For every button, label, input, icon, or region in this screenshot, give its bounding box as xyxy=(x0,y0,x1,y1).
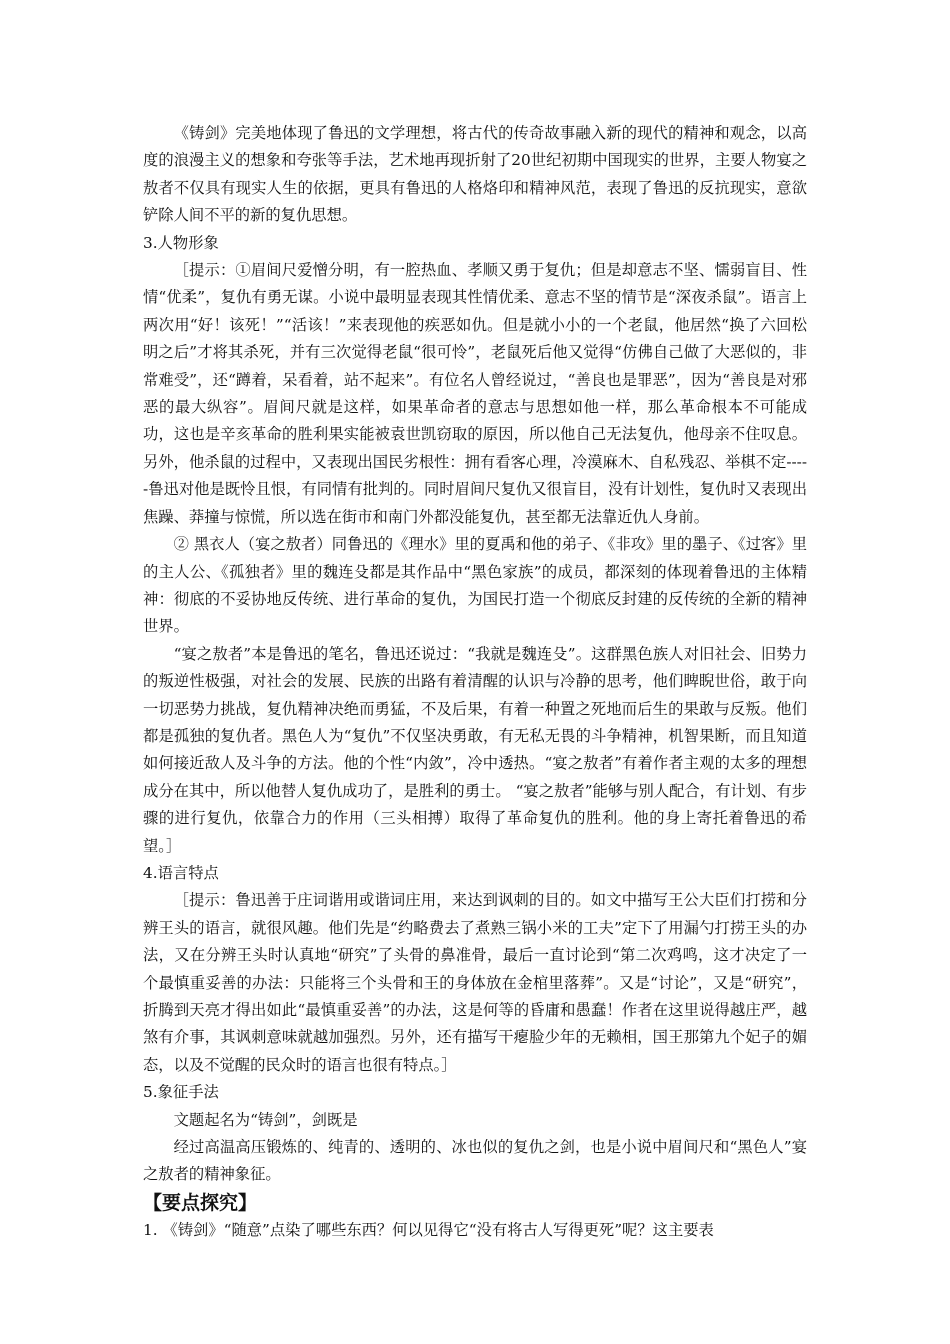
question-1: 1. 《铸剑》“随意”点染了哪些东西？何以见得它“没有将古人写得更死”呢？这主要表 xyxy=(143,1220,714,1239)
heading-character: 3.人物形象 xyxy=(143,233,219,252)
section-title-key-points: 【要点探究】 xyxy=(143,1191,258,1214)
paragraph-intro: 《铸剑》完美地体现了鲁迅的文学理想，将古代的传奇故事融入新的现代的精神和观念，以高度的浪漫主义的想象和夸张等手法，艺术地再现折射了20世纪初期中国现实的世界，主要人物宴之敖者不仅具有现实人生的依据，更具有鲁迅的人格烙印和精神风范，表现了鲁迅的反抗现实，意欲铲除人间不平的新的复仇思想。 xyxy=(143,124,807,225)
paragraph-symbolism-2: 经过高温高压锻炼的、纯青的、透明的、冰也似的复仇之剑，也是小说中眉间尺和“黑色人”宴之敖者的精神象征。 xyxy=(143,1138,807,1184)
paragraph-heiyiren: ② 黑衣人（宴之敖者）同鲁迅的《理水》里的夏禹和他的弟子、《非攻》里的墨子、《过客》里的主人公、《孤独者》里的魏连殳都是其作品中“黑色家族”的成员，都深刻的体现着鲁迅的主体精神：彻底的不妥协地反传统、进行革命的复仇，为国民打造一个彻底反封建的反传统的全新的精神世界。 xyxy=(143,535,807,636)
paragraph-yanzhiaozhe: “宴之敖者”本是鲁迅的笔名，鲁迅还说过：“我就是魏连殳”。这群黑色族人对旧社会、旧势力的叛逆性极强，对社会的发展、民族的出路有着清醒的认识与冷静的思考，他们睥睨世俗，敢于向一切恶势力挑战，复仇精神决绝而勇猛，不及后果，有着一种置之死地而后生的果敢与反叛。他们都是孤独的复仇者。黑色人为“复仇”不仅坚决勇敢，有无私无畏的斗争精神，机智果断，而且知道如何接近敌人及斗争的方法。他的个性“内敛”，冷中透热。“宴之敖者”有着作者主观的太多的理想成分在其中，所以他替人复仇成功了，是胜利的勇士。 “宴之敖者”能够与别人配合，有计划、有步骤的进行复仇，依靠合力的作用（三头相搏）取得了革命复仇的胜利。他的身上寄托着鲁迅的希望。］ xyxy=(143,644,807,855)
heading-symbolism: 5.象征手法 xyxy=(143,1083,219,1102)
document-body xyxy=(143,120,807,1244)
paragraph-meijianchi: ［提示：①眉间尺爱憎分明，有一腔热血、孝顺又勇于复仇；但是却意志不坚、懦弱盲目、性情“优柔”，复仇有勇无谋。小说中最明显表现其性情优柔、意志不坚的情节是“深夜杀鼠”。语言上两次用“好！该死！”“活该！”来表现他的疾恶如仇。但是就小小的一个老鼠，他居然“换了六回松明之后”才将其杀死，并有三次觉得老鼠“很可怜”，老鼠死后他又觉得“仿佛自己做了大恶似的，非常难受”，还“蹲着，呆看着，站不起来”。有位名人曾经说过，“善良也是罪恶”，因为“善良是对邪恶的最大纵容”。眉间尺就是这样，如果革命者的意志与思想如他一样，那么革命根本不可能成功，这也是辛亥革命的胜利果实能被袁世凯窃取的原因，所以他自己无法复仇，他母亲不住叹息。另外，他杀鼠的过程中，又表现出国民劣根性：拥有看客心理，冷漠麻木、自私残忍、举棋不定-----鲁迅对他是既怜且恨，有同情有批判的。同时眉间尺复仇又很盲目，没有计划性，复仇时又表现出焦躁、莽撞与惊慌，所以选在街市和南门外都没能复仇，甚至都无法靠近仇人身前。 xyxy=(143,261,807,526)
heading-language: 4.语言特点 xyxy=(143,863,219,882)
paragraph-symbolism-1: 文题起名为“铸剑”，剑既是 xyxy=(173,1110,358,1129)
paragraph-language: ［提示：鲁迅善于庄词谐用或谐词庄用，来达到讽刺的目的。如文中描写王公大臣们打捞和分辨王头的语言，就很风趣。他们先是“约略费去了煮熟三锅小米的工夫”定下了用漏勺打捞王头的办法，又在分辨王头时认真地“研究”了头骨的鼻准骨，最后一直讨论到“第二次鸡鸣，这才决定了一个最慎重妥善的办法：只能将三个头骨和王的身体放在金棺里落葬”。又是“讨论”，又是“研究”，折腾到天亮才得出如此“最慎重妥善”的办法，这是何等的昏庸和愚蠢！作者在这里说得越庄严，越煞有介事，其讽刺意味就越加强烈。另外，还有描写干瘪脸少年的无赖相，国王那第九个妃子的媚态，以及不觉醒的民众时的语言也很有特点。］ xyxy=(143,891,807,1074)
